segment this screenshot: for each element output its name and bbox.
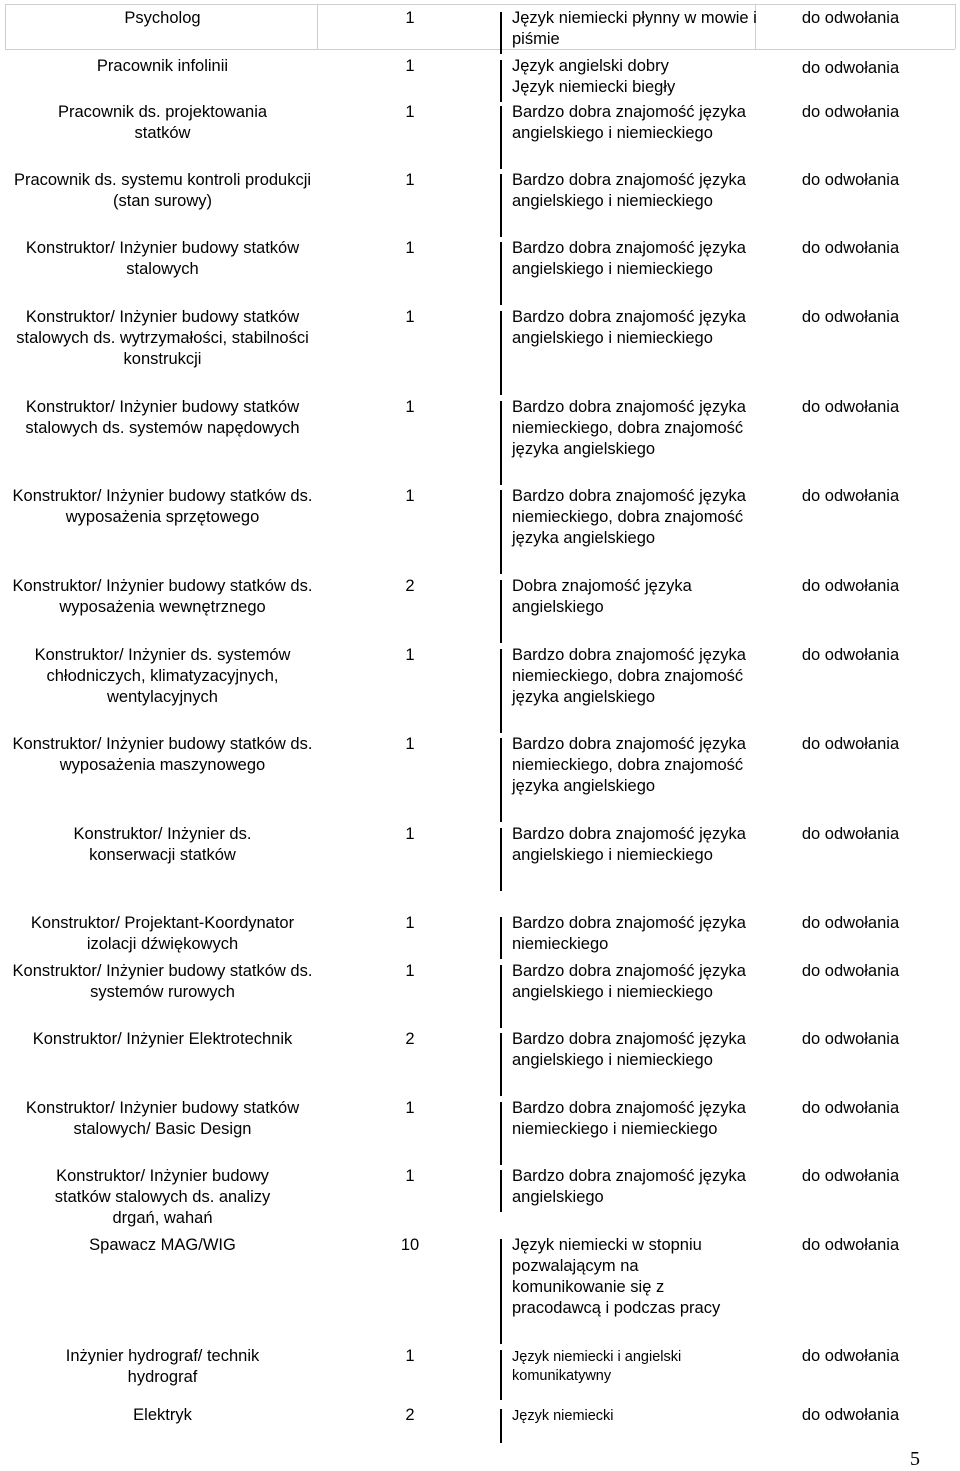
duration-cell: do odwołania [801,103,900,121]
language-cell: Bardzo dobra znajomość języka angielskiego i niemieckiego [512,171,746,210]
duration-cell: do odwołania [801,646,900,664]
cell-separator [500,106,502,169]
cell-separator [500,12,502,54]
cell-separator [500,1170,502,1212]
duration-cell: do odwołania [801,1347,900,1365]
count-cell: 1 [405,1167,415,1185]
count-cell: 2 [405,1406,415,1424]
language-cell: Język niemiecki płynny w mowie i piśmie [512,9,757,48]
count-cell: 10 [400,1236,420,1254]
duration-cell: do odwołania [801,735,900,753]
position-cell: Konstruktor/ Inżynier budowy statków stalowych/ Basic Design [25,1099,300,1138]
language-cell: Bardzo dobra znajomość języka niemieckiego, dobra znajomość języka angielskiego [512,735,746,795]
language-cell: Bardzo dobra znajomość języka angielskiego i niemieckiego [512,239,746,278]
count-cell: 2 [405,1030,415,1048]
language-cell: Bardzo dobra znajomość języka angielskiego i niemieckiego [512,308,746,347]
count-cell: 1 [405,171,415,189]
duration-cell: do odwołania [801,825,900,843]
language-cell: Bardzo dobra znajomość języka angielskiego i niemieckiego [512,1030,746,1069]
cell-separator [500,60,502,102]
cell-separator [500,1033,502,1096]
position-cell: Konstruktor/ Inżynier ds. systemów chłodniczych, klimatyzacyjnych, wentylacyjnych [34,646,291,706]
cell-separator [500,738,502,822]
cell-separator [500,1239,502,1344]
language-cell: Bardzo dobra znajomość języka angielskiego [512,1167,746,1206]
position-cell: Konstruktor/ Inżynier budowy statków ds. wyposażenia sprzętowego [12,487,313,526]
cell-separator [500,174,502,237]
language-cell: Bardzo dobra znajomość języka niemieckiego, dobra znajomość języka angielskiego [512,487,746,547]
row-divider [5,49,955,50]
page-number: 5 [910,1448,920,1470]
cell-separator [500,649,502,733]
cell-separator [500,917,502,959]
duration-cell: do odwołania [801,59,900,77]
cell-separator [500,580,502,643]
position-cell: Pracownik ds. systemu kontroli produkcji (stan surowy) [13,171,312,210]
duration-cell: do odwołania [801,1236,900,1254]
table-border-right [955,4,956,49]
duration-cell: do odwołania [801,914,900,932]
language-cell: Bardzo dobra znajomość języka niemieckiego [512,914,746,953]
cell-separator [500,1102,502,1165]
position-cell: Konstruktor/ Inżynier budowy statków ds. wyposażenia maszynowego [12,735,313,774]
count-cell: 1 [405,57,415,75]
duration-cell: do odwołania [801,239,900,257]
position-cell: Konstruktor/ Inżynier budowy statków stalowych ds. wytrzymałości, stabilności konstrukcji [16,308,309,368]
duration-cell: do odwołania [801,1167,900,1185]
count-cell: 1 [405,962,415,980]
column-divider [317,4,318,49]
cell-separator [500,401,502,485]
count-cell: 1 [405,239,415,257]
position-cell: Konstruktor/ Inżynier budowy statków stalowych [25,239,300,278]
count-cell: 1 [405,398,415,416]
cell-separator [500,490,502,574]
count-cell: 1 [405,735,415,753]
count-cell: 1 [405,9,415,27]
duration-cell: do odwołania [801,1099,900,1117]
duration-cell: do odwołania [801,577,900,595]
cell-separator [500,242,502,305]
position-cell: Elektryk [133,1406,192,1424]
duration-cell: do odwołania [801,398,900,416]
duration-cell: do odwołania [801,1030,900,1048]
count-cell: 1 [405,646,415,664]
position-cell: Konstruktor/ Inżynier budowy statków stalowych ds. systemów napędowych [25,398,300,437]
position-cell: Inżynier hydrograf/ technik hydrograf [65,1347,260,1386]
language-cell: Bardzo dobra znajomość języka niemieckiego, dobra znajomość języka angielskiego [512,398,746,458]
language-cell: Bardzo dobra znajomość języka niemieckiego, dobra znajomość języka angielskiego [512,646,746,706]
cell-separator [500,965,502,1028]
language-cell: Język niemiecki i angielski komunikatywny [512,1349,682,1384]
position-cell: Konstruktor/ Projektant-Koordynator izolacji dźwiękowych [30,914,295,953]
count-cell: 1 [405,914,415,932]
count-cell: 1 [405,1099,415,1117]
position-cell: Konstruktor/ Inżynier ds. konserwacji statków [73,825,252,864]
duration-cell: do odwołania [801,962,900,980]
table-border-left [5,4,6,49]
position-cell: Konstruktor/ Inżynier Elektrotechnik [32,1030,293,1048]
duration-cell: do odwołania [801,487,900,505]
language-cell: Bardzo dobra znajomość języka angielskiego i niemieckiego [512,962,746,1001]
position-cell: Psycholog [124,9,201,27]
position-cell: Konstruktor/ Inżynier budowy statków stalowych ds. analizy drgań, wahań [54,1167,271,1227]
position-cell: Spawacz MAG/WIG [89,1236,236,1254]
language-cell: Język niemiecki [512,1408,614,1424]
position-cell: Konstruktor/ Inżynier budowy statków ds. wyposażenia wewnętrznego [12,577,313,616]
cell-separator [500,1409,502,1443]
count-cell: 1 [405,487,415,505]
duration-cell: do odwołania [801,9,900,27]
count-cell: 1 [405,308,415,326]
position-cell: Pracownik infolinii [96,57,229,75]
count-cell: 1 [405,825,415,843]
language-cell: Bardzo dobra znajomość języka niemieckiego i niemieckiego [512,1099,746,1138]
position-cell: Konstruktor/ Inżynier budowy statków ds. systemów rurowych [12,962,313,1001]
cell-separator [500,1350,502,1400]
language-cell: Język angielski dobry Język niemiecki biegły [512,57,676,96]
cell-separator [500,828,502,891]
count-cell: 2 [405,577,415,595]
language-cell: Dobra znajomość języka angielskiego [512,577,692,616]
duration-cell: do odwołania [801,171,900,189]
duration-cell: do odwołania [801,1406,900,1424]
language-cell: Język niemiecki w stopniu pozwalającym na komunikowanie się z pracodawcą i podczas pracy [512,1236,721,1317]
language-cell: Bardzo dobra znajomość języka angielskiego i niemieckiego [512,103,746,142]
language-cell: Bardzo dobra znajomość języka angielskiego i niemieckiego [512,825,746,864]
position-cell: Pracownik ds. projektowania statków [57,103,268,142]
cell-separator [500,311,502,395]
count-cell: 1 [405,103,415,121]
duration-cell: do odwołania [801,308,900,326]
count-cell: 1 [405,1347,415,1365]
table-border-top [5,4,955,5]
